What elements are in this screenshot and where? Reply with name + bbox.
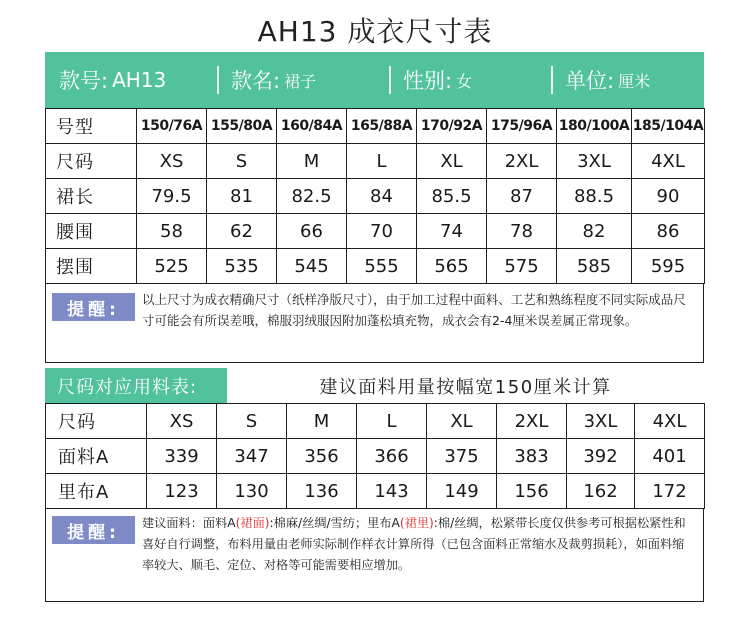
table-cell: 86 xyxy=(632,214,705,249)
table-cell: 160/84A xyxy=(277,109,347,144)
product-info-bar xyxy=(45,52,704,108)
table-cell: 595 xyxy=(632,249,705,284)
table-cell: 85.5 xyxy=(417,179,487,214)
table-cell: 87 xyxy=(487,179,557,214)
table-cell: 82 xyxy=(557,214,632,249)
table-cell: 78 xyxy=(487,214,557,249)
fabric-usage-title: 尺码对应用料表: xyxy=(45,368,227,403)
table-cell: XS xyxy=(147,404,217,439)
table-cell: 165/88A xyxy=(347,109,417,144)
unit-label: 单位: xyxy=(565,69,615,93)
table-cell: 3XL xyxy=(567,404,635,439)
table-cell: 339 xyxy=(147,439,217,474)
fabric-reminder-text-part: 建议面料：面料A xyxy=(142,516,236,530)
row-label: 面料A xyxy=(46,439,147,474)
table-cell: 525 xyxy=(137,249,207,284)
table-cell: 575 xyxy=(487,249,557,284)
fabric-reminder-label: 提醒: xyxy=(52,516,135,544)
reminder-text: 以上尺寸为成衣精确尺寸（纸样净版尺寸），由于加工过程中面料、工艺和熟练程度不同实际成品尺寸可能会有所误差哦，棉服羽绒服因附加蓬松填充物，成衣会有2-4厘米误差属正常现象。 xyxy=(142,292,686,328)
table-row xyxy=(46,404,705,439)
table-cell: 81 xyxy=(207,179,277,214)
table-cell: 155/80A xyxy=(207,109,277,144)
table-cell: S xyxy=(217,404,287,439)
table-cell: 82.5 xyxy=(277,179,347,214)
table-row xyxy=(46,214,705,249)
table-row xyxy=(46,249,705,284)
table-cell: 535 xyxy=(207,249,277,284)
fabric-reminder-text xyxy=(142,513,695,576)
table-cell: 2XL xyxy=(487,144,557,179)
fabric-usage-table xyxy=(45,403,705,509)
table-cell: 545 xyxy=(277,249,347,284)
table-cell: M xyxy=(287,404,357,439)
table-cell: 149 xyxy=(427,474,497,509)
style-name-value: 裙子 xyxy=(284,71,317,91)
table-cell: 130 xyxy=(217,474,287,509)
table-cell: 66 xyxy=(277,214,347,249)
table-cell: 84 xyxy=(347,179,417,214)
table-cell: XL xyxy=(427,404,497,439)
style-number xyxy=(45,52,217,108)
table-cell: XS xyxy=(137,144,207,179)
table-cell: 150/76A xyxy=(137,109,207,144)
row-label: 裙长 xyxy=(46,179,137,214)
fabric-usage-header xyxy=(45,368,704,403)
row-label: 尺码 xyxy=(46,404,147,439)
fabric-reminder-text-part: :棉/丝绸，松紧带长度仅供参考可根据松紧性和喜好自行调整，布料用量由老师实际制作样衣计算所得（已包含面料正常缩水及裁剪损耗），如面料缩率较大、顺毛、定位、对格等可能需要相应增加。 xyxy=(142,516,686,572)
table-cell: 123 xyxy=(147,474,217,509)
table-cell: M xyxy=(277,144,347,179)
row-label: 腰围 xyxy=(46,214,137,249)
row-label: 尺码 xyxy=(46,144,137,179)
table-cell: 58 xyxy=(137,214,207,249)
table-row xyxy=(46,109,705,144)
table-cell: 70 xyxy=(347,214,417,249)
table-cell: 180/100A xyxy=(557,109,632,144)
table-cell: 74 xyxy=(417,214,487,249)
fabric-reminder-note xyxy=(45,508,704,602)
row-label: 里布A xyxy=(46,474,147,509)
table-cell: 88.5 xyxy=(557,179,632,214)
table-cell: 4XL xyxy=(635,404,705,439)
style-name xyxy=(217,52,389,108)
table-row xyxy=(46,144,705,179)
style-name-label: 款名: xyxy=(231,69,281,93)
reminder-note xyxy=(45,283,704,363)
table-cell: 383 xyxy=(497,439,567,474)
table-cell: 585 xyxy=(557,249,632,284)
fabric-reminder-text-part: :棉麻/丝绸/雪纺；里布A xyxy=(269,516,400,530)
gender-label: 性别: xyxy=(403,69,453,93)
table-cell: XL xyxy=(417,144,487,179)
unit-value: 厘米 xyxy=(618,71,651,91)
table-cell: 62 xyxy=(207,214,277,249)
table-row xyxy=(46,439,705,474)
table-row xyxy=(46,474,705,509)
unit xyxy=(551,52,704,108)
fabric-outer-highlight: (裙面) xyxy=(235,516,270,530)
table-cell: 175/96A xyxy=(487,109,557,144)
table-cell: 392 xyxy=(567,439,635,474)
table-cell: S xyxy=(207,144,277,179)
table-cell: 162 xyxy=(567,474,635,509)
table-cell: 555 xyxy=(347,249,417,284)
table-cell: 375 xyxy=(427,439,497,474)
table-cell: 565 xyxy=(417,249,487,284)
style-number-label: 款号: xyxy=(59,69,109,93)
table-cell: 3XL xyxy=(557,144,632,179)
row-label: 号型 xyxy=(46,109,137,144)
table-cell: 172 xyxy=(635,474,705,509)
table-cell: 185/104A xyxy=(632,109,705,144)
table-cell: L xyxy=(357,404,427,439)
gender xyxy=(389,52,551,108)
fabric-width-note: 建议面料用量按幅宽150厘米计算 xyxy=(319,376,612,398)
table-cell: 401 xyxy=(635,439,705,474)
table-row xyxy=(46,179,705,214)
fabric-lining-highlight: (裙里) xyxy=(399,516,434,530)
table-cell: 356 xyxy=(287,439,357,474)
table-cell: 156 xyxy=(497,474,567,509)
row-label: 摆围 xyxy=(46,249,137,284)
table-cell: 366 xyxy=(357,439,427,474)
page-title: AH13 成衣尺寸表 xyxy=(257,15,493,48)
style-number-value: AH13 xyxy=(112,68,167,92)
table-cell: 143 xyxy=(357,474,427,509)
table-cell: 79.5 xyxy=(137,179,207,214)
size-table xyxy=(45,108,705,284)
table-cell: 136 xyxy=(287,474,357,509)
table-cell: 2XL xyxy=(497,404,567,439)
table-cell: 4XL xyxy=(632,144,705,179)
reminder-label: 提醒: xyxy=(52,293,135,321)
table-cell: 170/92A xyxy=(417,109,487,144)
table-cell: 90 xyxy=(632,179,705,214)
gender-value: 女 xyxy=(456,71,473,91)
table-cell: 347 xyxy=(217,439,287,474)
table-cell: L xyxy=(347,144,417,179)
